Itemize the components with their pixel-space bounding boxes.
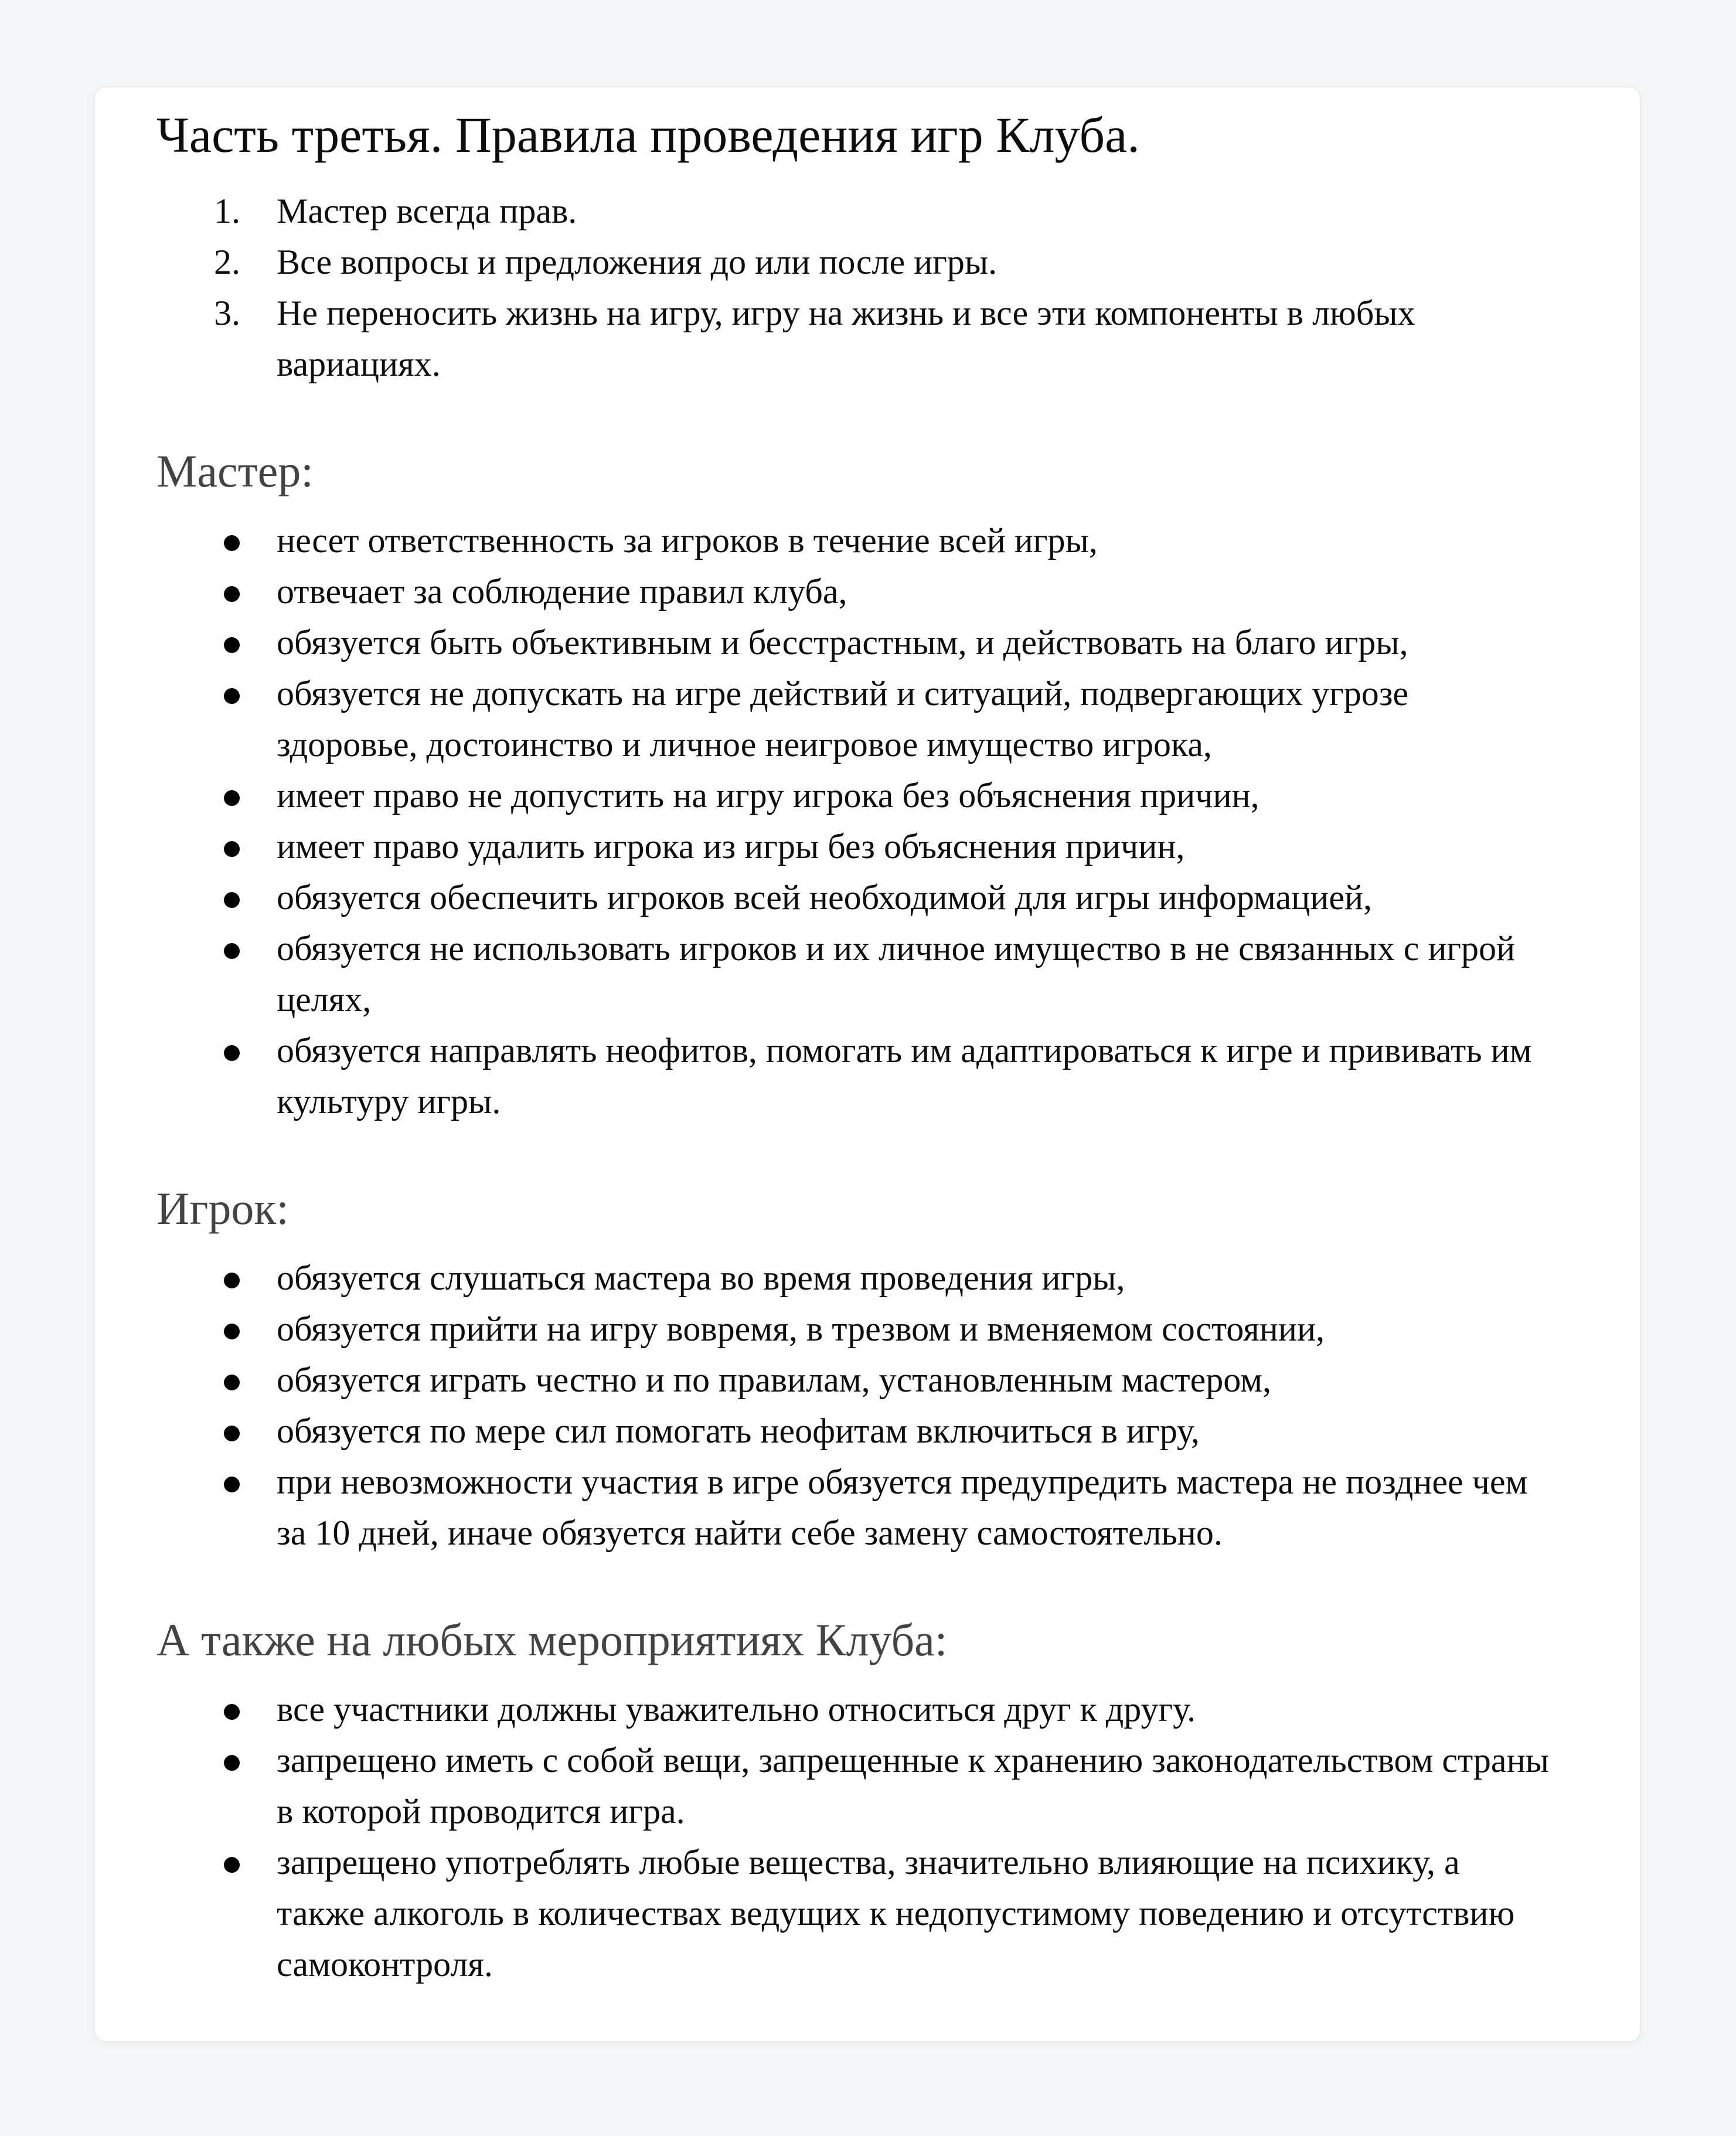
bullet-item: обязуется прийти на игру вовремя, в трезвом и вменяемом состоянии, [277, 1304, 1552, 1355]
section-heading-events: А также на любых мероприятиях Клуба: [156, 1614, 948, 1665]
bullet-item: запрещено иметь с собой вещи, запрещенные к хранению законодательством страны в которой проводится игра. [277, 1735, 1552, 1837]
bullet-item: запрещено употреблять любые вещества, значительно влияющие на психику, а также алкоголь в количествах ведущих к недопустимому поведению и отсутствию самоконтроля. [277, 1837, 1552, 1990]
bullet-item: обязуется играть честно и по правилам, установленным мастером, [277, 1355, 1552, 1406]
document-card [94, 86, 1641, 2042]
bullet-item: несет ответственность за игроков в течение всей игры, [277, 515, 1552, 566]
section-master [156, 444, 1552, 1127]
bullet-item: все участники должны уважительно относиться друг к другу. [277, 1684, 1552, 1735]
section-heading-master: Мастер: [156, 445, 314, 496]
bullet-item: отвечает за соблюдение правил клуба, [277, 566, 1552, 617]
master-rules-list [156, 515, 1552, 1127]
player-rules-list [156, 1253, 1552, 1559]
bullet-item: обязуется направлять неофитов, помогать им адаптироваться к игре и прививать им культуру игры. [277, 1025, 1552, 1127]
bullet-item: обязуется обеспечить игроков всей необходимой для игры информацией, [277, 872, 1552, 923]
numbered-rule-item: Мастер всегда прав. [277, 192, 577, 230]
bullet-item: обязуется не использовать игроков и их личное имущество в не связанных с игрой целях, [277, 923, 1552, 1025]
section-events [156, 1613, 1552, 1990]
section-player [156, 1181, 1552, 1559]
page-title: Часть третья. Правила проведения игр Клуба. [156, 107, 1140, 163]
bullet-item: обязуется по мере сил помогать неофитам включиться в игру, [277, 1406, 1552, 1457]
section-heading-player: Игрок: [156, 1183, 289, 1234]
numbered-rule-item: Все вопросы и предложения до или после игры. [277, 243, 998, 281]
events-rules-list [156, 1684, 1552, 1990]
bullet-item: обязуется быть объективным и бесстрастным, и действовать на благо игры, [277, 617, 1552, 668]
bullet-item: имеет право не допустить на игру игрока без объяснения причин, [277, 770, 1552, 821]
bullet-item: обязуется не допускать на игре действий и ситуаций, подвергающих угрозе здоровье, достоинство и личное неигровое имущество игрока, [277, 668, 1552, 770]
bullet-item: при невозможности участия в игре обязуется предупредить мастера не позднее чем за 10 дней, иначе обязуется найти себе замену самостоятельно. [277, 1457, 1552, 1559]
bullet-item: имеет право удалить игрока из игры без объяснения причин, [277, 821, 1552, 872]
numbered-rule-item: Не переносить жизнь на игру, игру на жизнь и все эти компоненты в любых вариациях. [277, 294, 1415, 383]
numbered-rules-list [156, 186, 1552, 390]
bullet-item: обязуется слушаться мастера во время проведения игры, [277, 1253, 1552, 1304]
